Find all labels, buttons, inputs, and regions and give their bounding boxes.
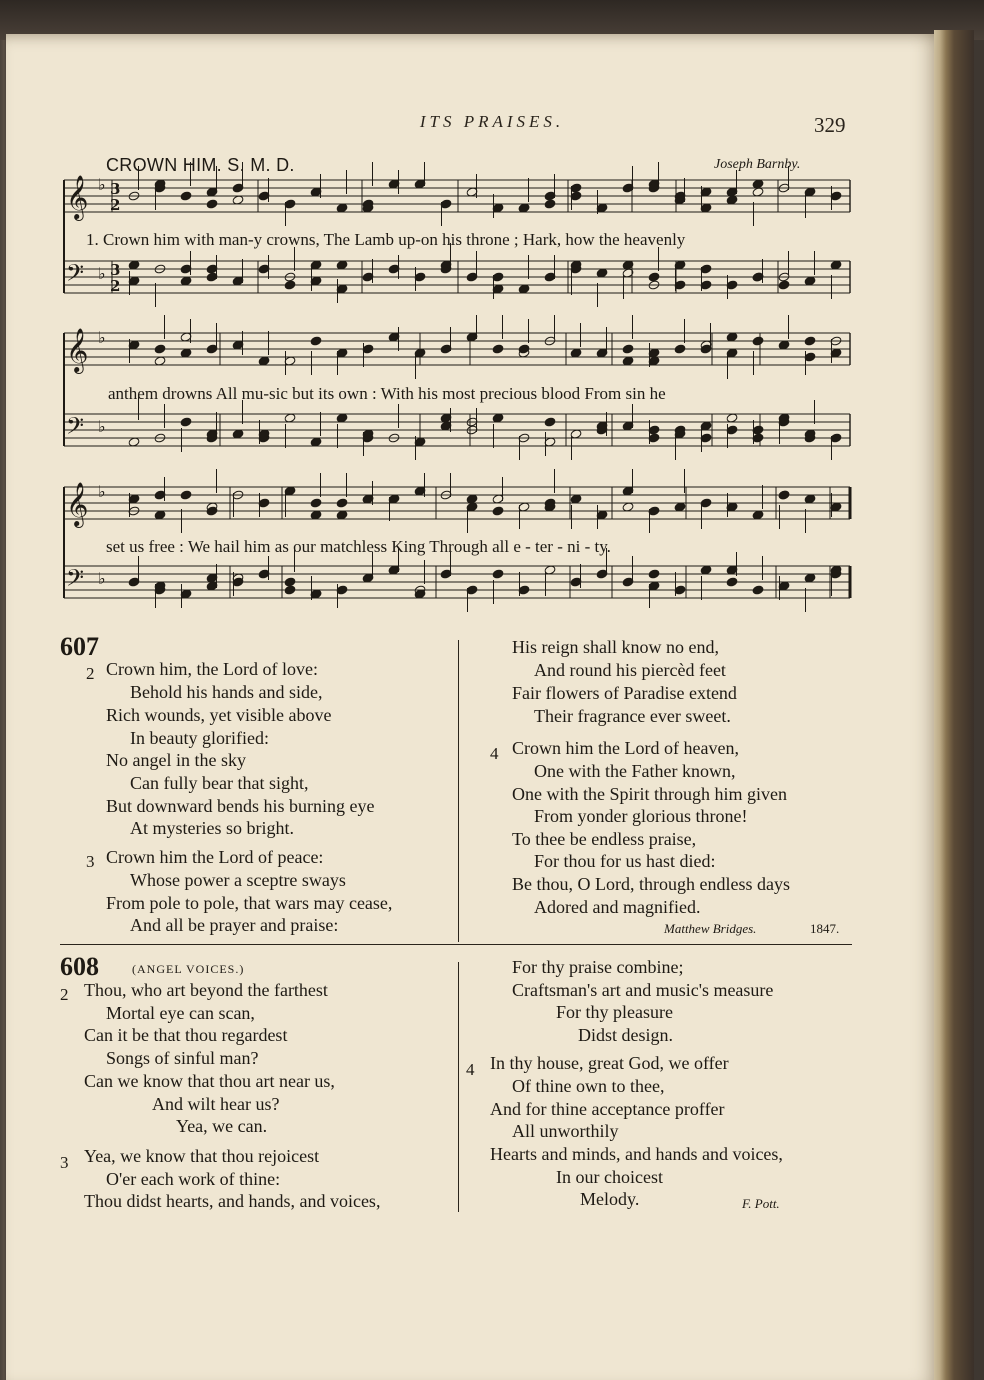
key-flat: ♭ — [98, 264, 106, 283]
verse-line: O'er each work of thine: — [106, 1169, 281, 1189]
note-head — [180, 191, 192, 201]
stanza-number: 3 — [60, 1153, 69, 1172]
stanza-number: 4 — [466, 1060, 475, 1079]
note-head — [648, 569, 660, 579]
verse-line: One with the Spirit through him given — [512, 784, 787, 804]
verse-line: Songs of sinful man? — [106, 1048, 259, 1068]
verse-line: Crown him the Lord of peace: — [106, 847, 324, 867]
note-head — [492, 506, 504, 516]
verse-line: Can it be that thou regardest — [84, 1025, 288, 1045]
verse-line: Can fully bear that sight, — [130, 773, 309, 793]
hymn-author: Matthew Bridges. — [664, 921, 757, 936]
hymn-year: 1847. — [810, 921, 840, 936]
note-head — [674, 344, 686, 354]
verse-line: Yea, we can. — [176, 1116, 268, 1136]
column-divider — [458, 640, 459, 942]
key-flat: ♭ — [98, 569, 106, 588]
verse-line: And wilt hear us? — [152, 1094, 280, 1114]
hymn-number-608: 608 — [60, 952, 99, 981]
verse-line: For thou for us hast died: — [534, 851, 716, 871]
verse-line: Crown him the Lord of heaven, — [512, 738, 739, 758]
note-head — [492, 569, 504, 579]
note-head — [752, 336, 764, 346]
note-head — [804, 336, 816, 346]
verse-line: Melody. — [580, 1189, 640, 1209]
verse-line: No angel in the sky — [106, 750, 246, 770]
key-flat: ♭ — [98, 417, 106, 436]
time-signature: 3 — [110, 261, 121, 279]
note-head — [726, 577, 738, 587]
verse-line: Be thou, O Lord, through endless days — [512, 874, 790, 894]
note-head — [206, 199, 218, 209]
verse-line: One with the Father known, — [534, 761, 736, 781]
treble-clef: 𝄞 — [66, 175, 89, 219]
verse-line: Crown him, the Lord of love: — [106, 659, 318, 679]
note-head — [310, 336, 322, 346]
key-flat: ♭ — [98, 482, 106, 501]
note-head — [154, 344, 166, 354]
hymn-separator — [60, 944, 852, 945]
bass-clef: 𝄢 — [66, 259, 85, 292]
key-flat: ♭ — [98, 328, 106, 347]
verse-line: And round his piercèd feet — [534, 660, 726, 680]
verse-line: Craftsman's art and music's measure — [512, 980, 774, 1000]
time-signature: 2 — [110, 277, 121, 295]
hymn-author: F. Pott. — [742, 1196, 780, 1211]
note-head — [284, 585, 296, 595]
note-head — [622, 344, 634, 354]
verse-line: To thee be endless praise, — [512, 829, 697, 849]
verse-line: Mortal eye can scan, — [106, 1003, 255, 1023]
time-signature: 2 — [110, 196, 121, 214]
note-head — [492, 344, 504, 354]
verse-line: Thou, who art beyond the farthest — [84, 980, 328, 1000]
stanza-number: 2 — [86, 664, 95, 683]
column-divider — [458, 962, 459, 1212]
verse-line: Can we know that thou art near us, — [84, 1071, 335, 1091]
note-head — [648, 272, 660, 282]
verse-line: Thou didst hearts, and hands, and voices, — [84, 1191, 381, 1211]
verse-line: Whose power a sceptre sways — [130, 870, 346, 890]
verse-line: For thy pleasure — [556, 1002, 673, 1022]
music-lyric-line-2: anthem drowns All mu-sic but its own : With his most precious blood From sin he — [108, 384, 666, 403]
verse-line: From yonder glorious throne! — [534, 806, 748, 826]
page-number: 329 — [814, 113, 846, 137]
verse-line: Hearts and minds, and hands and voices, — [490, 1144, 783, 1164]
bass-clef: 𝄢 — [66, 412, 85, 445]
verse-line: In thy house, great God, we offer — [490, 1053, 729, 1073]
verse-line: In beauty glorified: — [130, 728, 269, 748]
note-head — [310, 498, 322, 508]
verse-line: Didst design. — [578, 1025, 674, 1045]
verse-line: And for thine acceptance proffer — [490, 1099, 725, 1119]
verse-line: At mysteries so bright. — [130, 818, 294, 838]
verse-line: Behold his hands and side, — [130, 682, 323, 702]
verse-line: Adored and magnified. — [534, 897, 701, 917]
key-flat: ♭ — [98, 175, 106, 194]
music-lyric-line-1: 1. Crown him with man-y crowns, The Lamb up-on his throne ; Hark, how the heavenly — [86, 230, 686, 249]
time-signature: 3 — [110, 180, 121, 198]
note-head — [778, 280, 790, 290]
verse-line: Fair flowers of Paradise extend — [512, 683, 737, 703]
note-head — [778, 490, 790, 500]
note-head — [544, 199, 556, 209]
verse-line: Yea, we know that thou rejoicest — [84, 1146, 320, 1166]
stanza-number: 2 — [60, 985, 69, 1004]
verse-line: Rich wounds, yet visible above — [106, 705, 332, 725]
composer: Joseph Barnby. — [714, 157, 801, 172]
tune-note: (ANGEL VOICES.) — [132, 962, 245, 976]
verse-line: But downward bends his burning eye — [106, 796, 375, 816]
note-head — [336, 498, 348, 508]
note-head — [752, 585, 764, 595]
verse-line: His reign shall know no end, — [512, 637, 719, 657]
verse-line: All unworthily — [512, 1121, 619, 1141]
note-head — [544, 417, 556, 427]
stanza-number: 4 — [490, 744, 499, 763]
note-head — [180, 490, 192, 500]
verse-line: Their fragrance ever sweet. — [534, 706, 731, 726]
treble-clef: 𝄞 — [66, 328, 89, 372]
verse-line: Of thine own to thee, — [512, 1076, 665, 1096]
bass-clef: 𝄢 — [66, 564, 85, 597]
tune-name: CROWN HIM. S. M. D. — [106, 155, 295, 175]
treble-clef: 𝄞 — [66, 482, 89, 526]
note-head — [180, 417, 192, 427]
verse-line: In our choicest — [556, 1167, 663, 1187]
music-lyric-line-3: set us free : We hail him as our matchless King Through all e - ter - ni - ty. — [106, 537, 611, 556]
hymn-number-607: 607 — [60, 632, 99, 661]
note-head — [284, 577, 296, 587]
verse-line: From pole to pole, that wars may cease, — [106, 893, 393, 913]
note-head — [284, 280, 296, 290]
verse-line: And all be prayer and praise: — [130, 915, 339, 935]
running-title: ITS PRAISES. — [419, 112, 565, 131]
stanza-number: 3 — [86, 852, 95, 871]
verse-line: For thy praise combine; — [512, 957, 684, 977]
